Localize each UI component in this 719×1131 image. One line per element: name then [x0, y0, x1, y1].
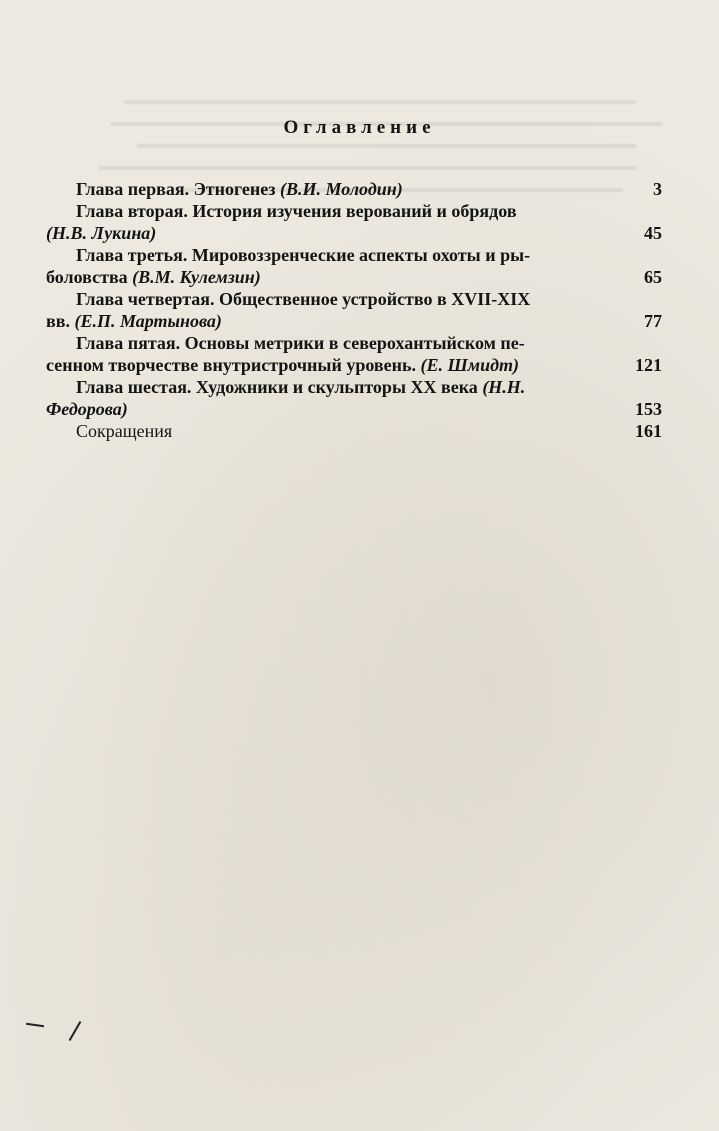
chapter-5-title-line-2: сенном творчестве внутристрочный уровень. [46, 355, 421, 375]
table-of-contents [46, 178, 662, 442]
chapter-3-page: 65 [644, 267, 662, 287]
toc-entry-chapter-1[interactable] [46, 178, 662, 200]
chapter-4-title-line-1: Глава четвертая. Общественное устройство в XVII-XIX [76, 289, 531, 309]
chapter-6-page: 153 [635, 399, 662, 419]
chapter-3-author: (В.М. Кулемзин) [132, 267, 261, 287]
chapter-3-title-line-1: Глава третья. Мировоззренческие аспекты охоты и ры- [76, 245, 531, 265]
chapter-4-page: 77 [644, 311, 662, 331]
toc-entry-chapter-6[interactable] [46, 376, 662, 420]
chapter-1-author: (В.И. Молодин) [280, 179, 403, 199]
toc-entry-chapter-2[interactable] [46, 200, 662, 244]
chapter-6-author-part-2: Федорова) [46, 399, 128, 419]
toc-entry-chapter-3[interactable] [46, 244, 662, 288]
chapter-1-title: Глава первая. Этногенез [76, 179, 281, 199]
abbreviations-title: Сокращения [76, 421, 173, 441]
chapter-1-page: 3 [653, 179, 662, 199]
chapter-4-author: (Е.П. Мартынова) [74, 311, 222, 331]
chapter-6-title: Глава шестая. Художники и скульпторы XX века [76, 377, 483, 397]
chapter-5-author: (Е. Шмидт) [420, 355, 520, 375]
chapter-2-author: (Н.В. Лукина) [46, 223, 157, 243]
pencil-mark [26, 1023, 44, 1027]
toc-entry-chapter-5[interactable] [46, 332, 662, 376]
chapter-3-title-line-2: боловства [46, 267, 133, 287]
contents-title: Оглавление [283, 117, 436, 138]
chapter-2-page: 45 [644, 223, 662, 243]
chapter-5-page: 121 [635, 355, 662, 375]
toc-entry-chapter-4[interactable] [46, 288, 662, 332]
chapter-5-title-line-1: Глава пятая. Основы метрики в северохантыйском пе- [76, 333, 525, 353]
chapter-2-title: Глава вторая. История изучения верований и обрядов [76, 201, 517, 221]
chapter-4-title-line-2: вв. [46, 311, 75, 331]
chapter-6-author-part-1: (Н.Н. [482, 377, 526, 397]
abbreviations-page: 161 [635, 421, 662, 441]
toc-entry-abbreviations[interactable] [46, 420, 662, 442]
